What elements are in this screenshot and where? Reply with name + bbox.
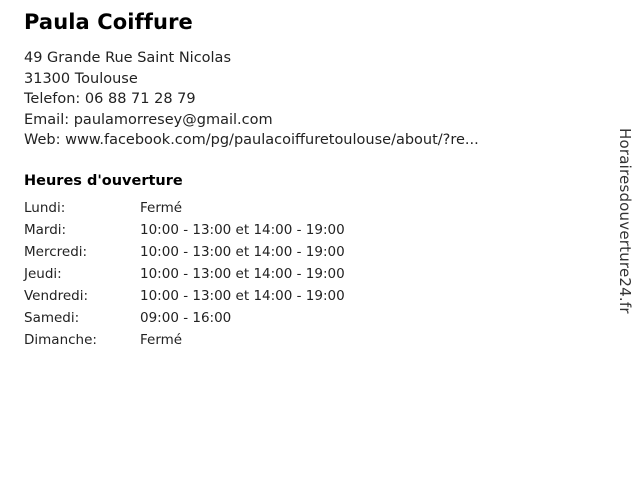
table-row bbox=[24, 288, 345, 310]
table-row bbox=[24, 266, 345, 288]
day-hours: 10:00 - 13:00 et 14:00 - 19:00 bbox=[140, 243, 345, 260]
watermark-brand: Horairesdouverture24.fr bbox=[616, 128, 634, 314]
address-line-phone: Telefon: 06 88 71 28 79 bbox=[24, 91, 196, 107]
table-row bbox=[24, 200, 345, 222]
day-hours: Fermé bbox=[140, 199, 183, 216]
table-row bbox=[24, 244, 345, 266]
day-hours: 10:00 - 13:00 et 14:00 - 19:00 bbox=[140, 287, 345, 304]
day-hours: Fermé bbox=[140, 331, 183, 348]
opening-hours-heading: Heures d'ouverture bbox=[24, 172, 183, 189]
address-block bbox=[24, 48, 584, 151]
day-hours: 10:00 - 13:00 et 14:00 - 19:00 bbox=[140, 265, 345, 282]
address-line-web: Web: www.facebook.com/pg/paulacoiffuretoulouse/about/?re... bbox=[24, 132, 479, 148]
day-label: Mardi: bbox=[24, 221, 67, 238]
day-hours: 09:00 - 16:00 bbox=[140, 309, 232, 326]
table-row bbox=[24, 332, 345, 354]
opening-hours-table bbox=[24, 200, 345, 354]
table-row bbox=[24, 222, 345, 244]
table-row bbox=[24, 310, 345, 332]
address-line-street: 49 Grande Rue Saint Nicolas bbox=[24, 50, 232, 66]
page-title: Paula Coiffure bbox=[24, 10, 193, 34]
day-label: Samedi: bbox=[24, 309, 80, 326]
day-label: Mercredi: bbox=[24, 243, 88, 260]
address-line-city: 31300 Toulouse bbox=[24, 70, 138, 87]
day-label: Lundi: bbox=[24, 199, 66, 216]
address-line-email: Email: paulamorresey@gmail.com bbox=[24, 111, 273, 128]
day-label: Jeudi: bbox=[24, 265, 62, 282]
business-info-block bbox=[24, 10, 584, 354]
day-hours: 10:00 - 13:00 et 14:00 - 19:00 bbox=[140, 221, 345, 238]
day-label: Vendredi: bbox=[24, 287, 89, 304]
day-label: Dimanche: bbox=[24, 331, 97, 348]
